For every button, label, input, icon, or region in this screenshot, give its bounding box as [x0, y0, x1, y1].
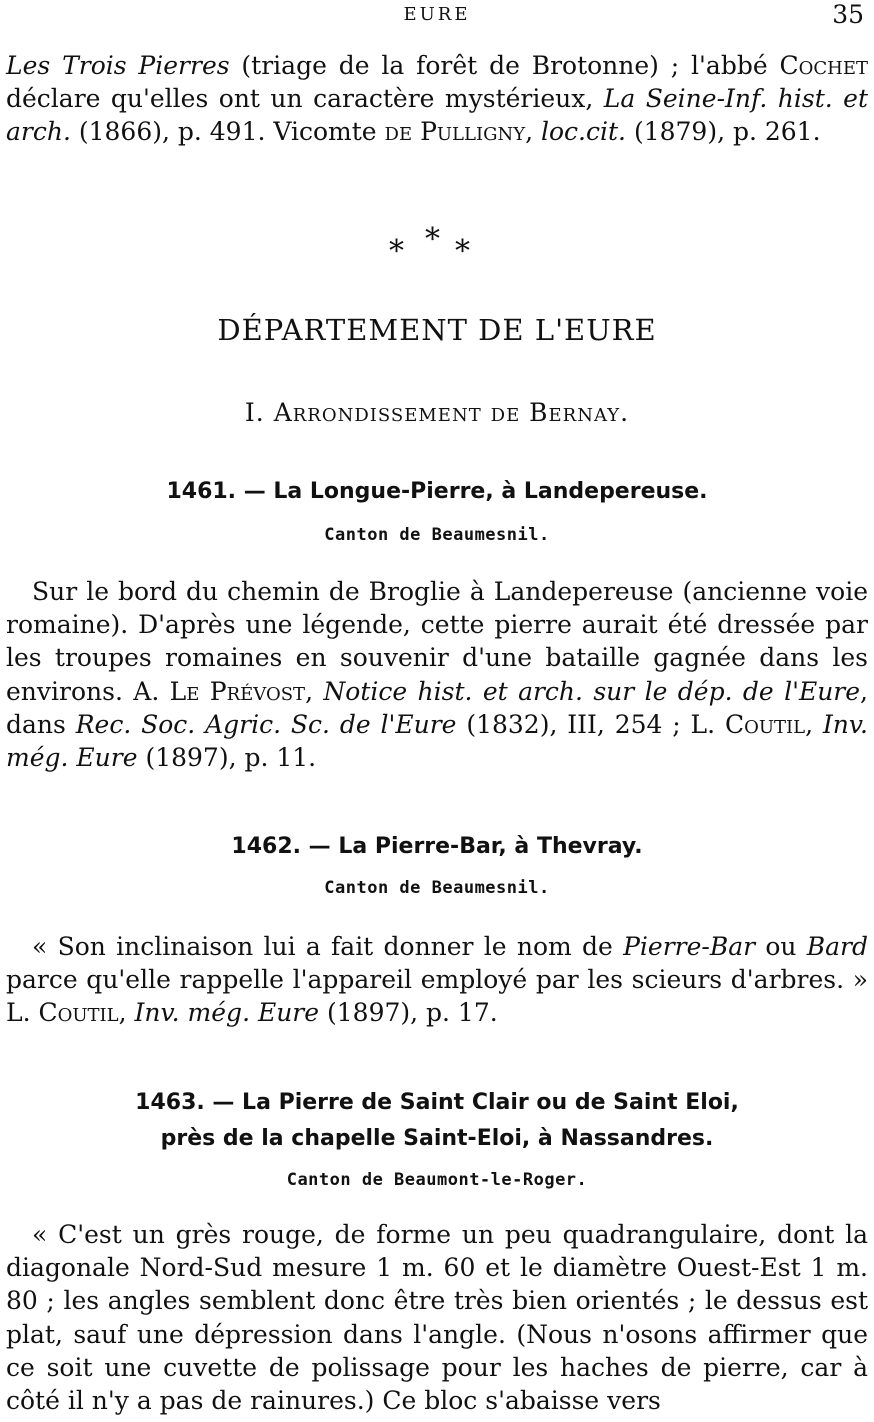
- canton-1462: Canton de Beaumesnil.: [324, 878, 550, 898]
- canton-1461: Canton de Beaumesnil.: [324, 525, 550, 545]
- department-heading: DÉPARTEMENT DE L'EURE: [217, 313, 657, 347]
- site-name: Les Trois Pierres: [6, 51, 230, 80]
- arrondissement-heading: I. Arrondissement de Bernay.: [244, 398, 630, 427]
- entry-title-1462: 1462. — La Pierre-Bar, à Thevray.: [231, 834, 643, 859]
- entry-title-1461: 1461. — La Longue-Pierre, à Landepereuse.: [166, 479, 708, 504]
- canton-1463: Canton de Beaumont-le-Roger.: [286, 1170, 588, 1190]
- work-title: Inv. még. Eure: [6, 709, 868, 773]
- page-number: 35: [832, 0, 864, 29]
- intro-paragraph: Les Trois Pierres (triage de la forêt de Brotonne) ; l'abbé Cochet déclare qu'elles ont un caractère mystérieux, La Seine-Inf. hist. et arch. (1866), p. 491. Vicomte de Pulligny, loc.cit. (1879), p. 261.: [6, 51, 868, 147]
- work-title: loc.cit.: [541, 117, 626, 147]
- running-head-title: EURE: [403, 4, 471, 25]
- asterisk-icon: *: [389, 234, 404, 269]
- work-title: Rec. Soc. Agric. Sc. de l'Eure: [75, 709, 457, 739]
- entry-title-line: près de la chapelle Saint-Eloi, à Nassandres.: [160, 1126, 714, 1151]
- author-name: Cochet: [779, 51, 868, 80]
- author-name: Le Prévost: [169, 676, 306, 706]
- author-name: de Pulligny: [384, 117, 526, 147]
- entry-title-line: 1463. — La Pierre de Saint Clair ou de Saint Eloi,: [135, 1090, 739, 1115]
- entry-text-1461: Sur le bord du chemin de Broglie à Landepereuse (ancienne voie romaine). D'après une légende, cette pierre aurait été dressée par les troupes romaines en souvenir d'une bataille gagnée dans les environs. A. Le Prévost, Notice hist. et arch. sur le dép. de l'Eure, dans Rec. Soc. Agric. Sc. de l'Eure (1832), III, 254 ; L. Coutil, Inv. még. Eure (1897), p. 11.: [6, 577, 868, 773]
- work-title: Inv. még. Eure: [134, 998, 320, 1028]
- author-name: Coutil: [724, 709, 806, 739]
- asterisk-icon: *: [455, 234, 470, 269]
- asterism-separator: [0, 222, 874, 272]
- author-name: Coutil: [38, 998, 119, 1028]
- stone-name: Bard: [806, 932, 869, 961]
- running-head: [0, 0, 874, 30]
- work-title: La Seine-Inf. hist. et arch.: [6, 84, 868, 147]
- asterisk-icon: *: [425, 222, 440, 257]
- work-title: Notice hist. et arch. sur le dép. de l'Eure: [323, 676, 861, 706]
- entry-text-1463: « C'est un grès rouge, de forme un peu quadrangulaire, dont la diagonale Nord-Sud mesure 1 m. 60 et le diamètre Ouest-Est 1 m. 80 ; les angles semblent donc être très bien orientés ; le dessus est plat, sauf une dépression dans l'angle. (Nous n'osons affirmer que ce soit une cuvette de polissage pour les haches de pierre, car à côté il n'y a pas de rainures.) Ce bloc s'abaisse vers: [6, 1220, 868, 1416]
- entry-title-1463: [0, 1085, 874, 1157]
- stone-name: Pierre-Bar: [623, 932, 756, 961]
- entry-text-1462: « Son inclinaison lui a fait donner le nom de Pierre-Bar ou Bard parce qu'elle rappelle l'appareil employé par les scieurs d'arbres. » L. Coutil, Inv. még. Eure (1897), p. 17.: [6, 932, 869, 1028]
